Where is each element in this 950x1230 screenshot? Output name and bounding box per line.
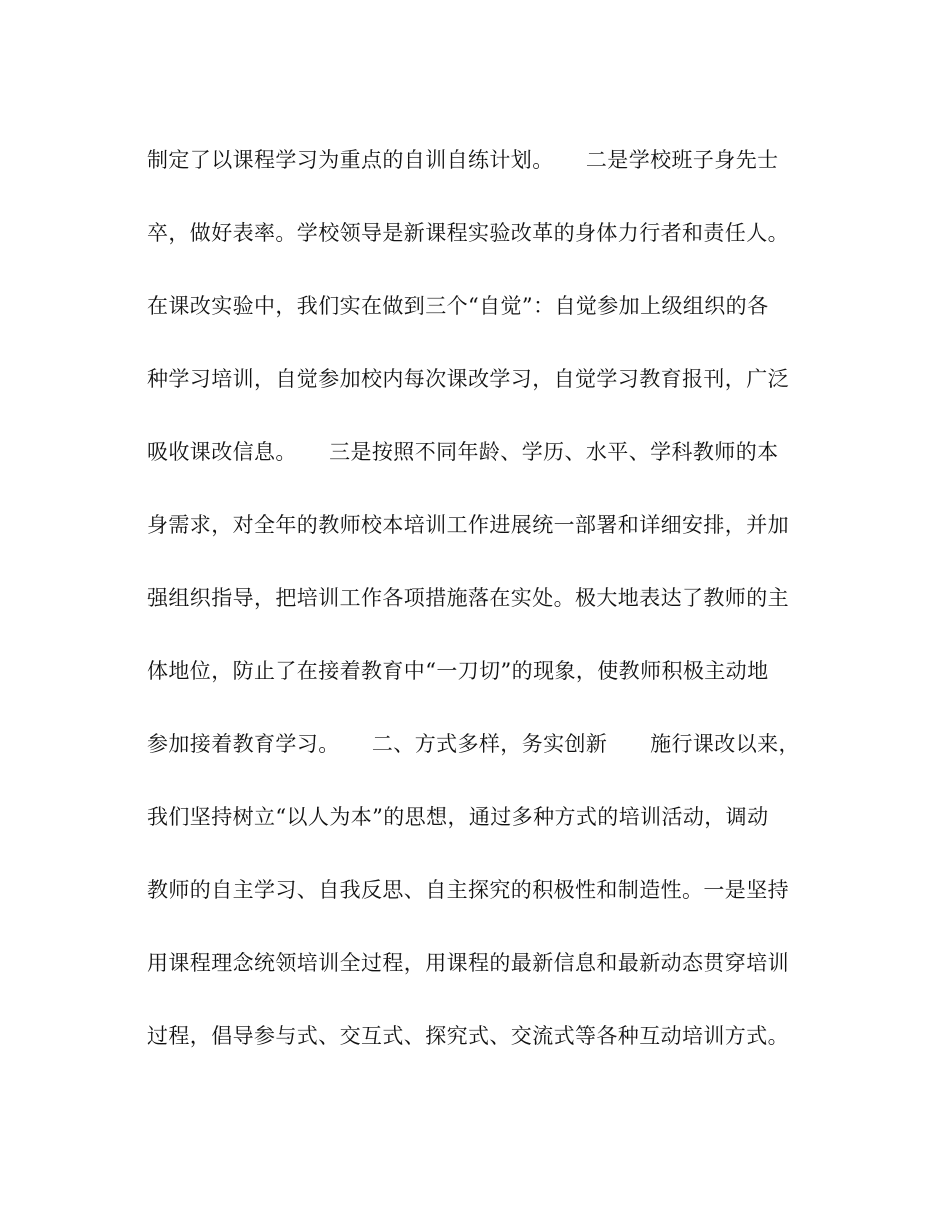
- text-line-2: 卒，做好表率。学校领导是新课程实验改革的身体力行者和责任人。: [147, 221, 789, 245]
- text-line-1: 制定了以课程学习为重点的自训自练计划。 二是学校班子身先士: [147, 148, 779, 172]
- text-line-6: 身需求，对全年的教师校本培训工作进展统一部署和详细安排，并加: [147, 513, 789, 537]
- text-line-13: 过程，倡导参与式、交互式、探究式、交流式等各种互动培训方式。: [147, 1024, 789, 1048]
- text-line-9: 参加接着教育学习。 二、方式多样，务实创新 施行课改以来，: [147, 732, 800, 756]
- text-line-3: 在课改实验中，我们实在做到三个“自觉”：自觉参加上级组织的各: [147, 294, 769, 318]
- text-line-10: 我们坚持树立“以人为本”的思想，通过多种方式的培训活动，调动: [147, 805, 769, 829]
- body-text: [147, 138, 807, 1087]
- text-line-4: 种学习培训，自觉参加校内每次课改学习，自觉学习教育报刊，广泛: [147, 367, 789, 391]
- text-line-11: 教师的自主学习、自我反思、自主探究的积极性和制造性。一是坚持: [147, 878, 789, 902]
- text-line-12: 用课程理念统领培训全过程，用课程的最新信息和最新动态贯穿培训: [147, 951, 789, 975]
- text-line-7: 强组织指导，把培训工作各项措施落在实处。极大地表达了教师的主: [147, 586, 789, 610]
- text-line-8: 体地位，防止了在接着教育中“一刀切”的现象，使教师积极主动地: [147, 659, 769, 683]
- text-line-5: 吸收课改信息。 三是按照不同年龄、学历、水平、学科教师的本: [147, 440, 779, 464]
